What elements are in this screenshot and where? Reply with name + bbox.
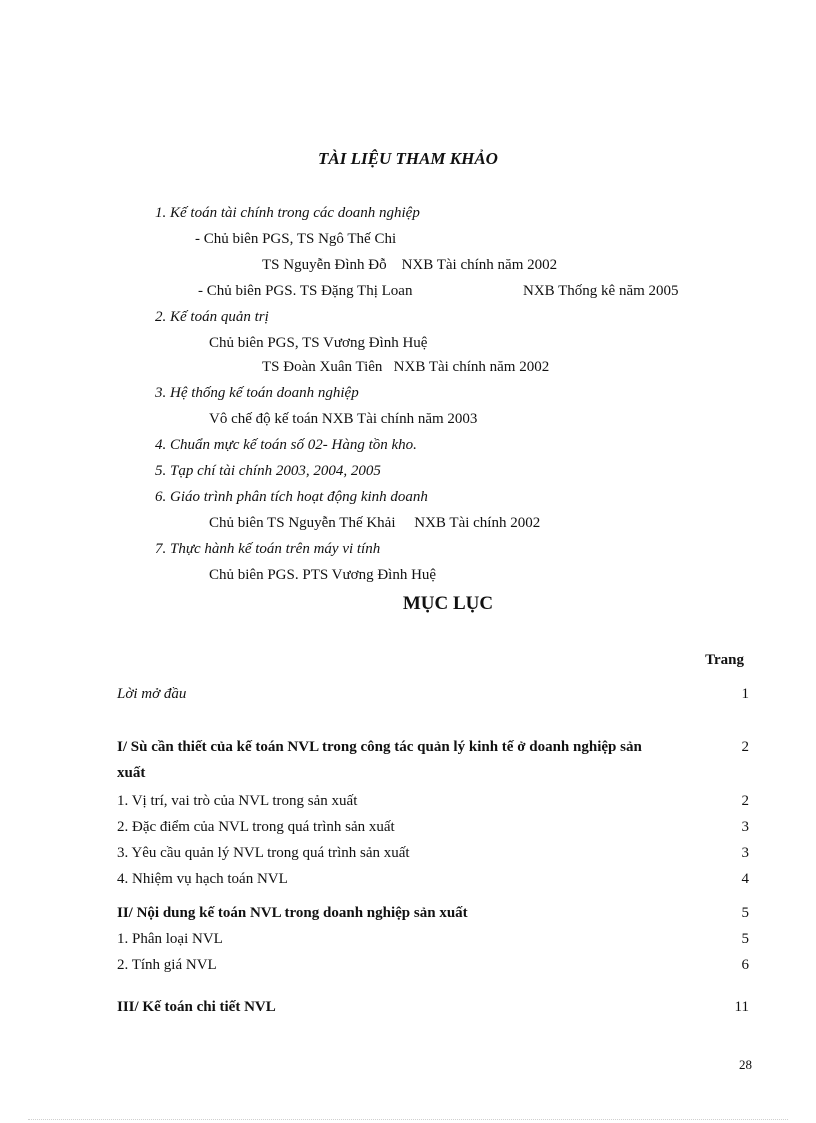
reference-editor-line: - Chủ biên PGS. TS Đặng Thị Loan xyxy=(198,283,413,299)
toc-entry-page: 1 xyxy=(741,686,749,702)
toc-entry-text: 1. Phân loại NVL xyxy=(117,931,223,947)
toc-entry-page: 3 xyxy=(741,819,749,835)
reference-item-5: 5. Tạp chí tài chính 2003, 2004, 2005 xyxy=(155,463,381,479)
reference-detail-line: Vô chế độ kế toán NXB Tài chính năm 2003 xyxy=(209,411,478,427)
toc-entry-page: 2 xyxy=(741,739,749,755)
toc-entry-page: 5 xyxy=(741,905,749,921)
toc-entry-page: 4 xyxy=(741,871,749,887)
toc-entry-page: 11 xyxy=(734,999,749,1015)
toc-entry-text: 1. Vị trí, vai trò của NVL trong sản xuất xyxy=(117,793,358,809)
reference-item-6: 6. Giáo trình phân tích hoạt động kinh doanh xyxy=(155,489,428,505)
toc-entry-page: 6 xyxy=(741,957,749,973)
toc-entry-page: 2 xyxy=(741,793,749,809)
toc-title: MỤC LỤC xyxy=(402,593,494,614)
toc-entry-text: 3. Yêu cầu quản lý NVL trong quá trình sản xuất xyxy=(117,845,410,861)
reference-item-2: 2. Kế toán quản trị xyxy=(155,309,269,325)
reference-coauthor-line: TS Nguyễn Đình Đỗ NXB Tài chính năm 2002 xyxy=(262,257,558,273)
reference-publisher: NXB Thống kê năm 2005 xyxy=(523,283,679,299)
toc-entry-text: 4. Nhiệm vụ hạch toán NVL xyxy=(117,871,288,887)
page-bottom-divider xyxy=(28,1119,788,1120)
reference-editor-line: Chủ biên PGS, TS Vương Đình Huệ xyxy=(209,335,428,351)
reference-item-3: 3. Hệ thống kế toán doanh nghiệp xyxy=(155,385,359,401)
toc-entry-text: III/ Kế toán chi tiết NVL xyxy=(117,999,276,1015)
toc-entry-page: 3 xyxy=(741,845,749,861)
page-number: 28 xyxy=(739,1057,752,1072)
reference-editor-line: Chủ biên TS Nguyễn Thế Khải NXB Tài chính 2002 xyxy=(209,515,541,531)
toc-entry-text: Lời mở đầu xyxy=(117,686,187,702)
reference-coauthor-line: TS Đoàn Xuân Tiên NXB Tài chính năm 2002 xyxy=(262,359,550,375)
toc-entry-page: 5 xyxy=(741,931,749,947)
reference-editor-line: Chủ biên PGS. PTS Vương Đình Huệ xyxy=(209,567,437,583)
toc-entry-text: 2. Tính giá NVL xyxy=(117,957,217,973)
toc-entry-text: I/ Sù cần thiết của kế toán NVL trong công tác quản lý kinh tế ở doanh nghiệp sản xuất xyxy=(117,739,642,781)
reference-item-4: 4. Chuẩn mực kế toán số 02- Hàng tồn kho. xyxy=(155,437,417,453)
reference-item-7: 7. Thực hành kế toán trên máy vi tính xyxy=(155,541,381,557)
toc-entry-text: II/ Nội dung kế toán NVL trong doanh nghiệp sản xuất xyxy=(117,905,468,921)
reference-editor-line: - Chủ biên PGS, TS Ngô Thế Chi xyxy=(195,231,397,247)
toc-entry-text: 2. Đặc điểm của NVL trong quá trình sản xuất xyxy=(117,819,395,835)
references-title: TÀI LIỆU THAM KHẢO xyxy=(318,149,498,168)
toc-page-header: Trang xyxy=(705,652,744,668)
reference-item-1: 1. Kế toán tài chính trong các doanh nghiệp xyxy=(155,205,420,221)
